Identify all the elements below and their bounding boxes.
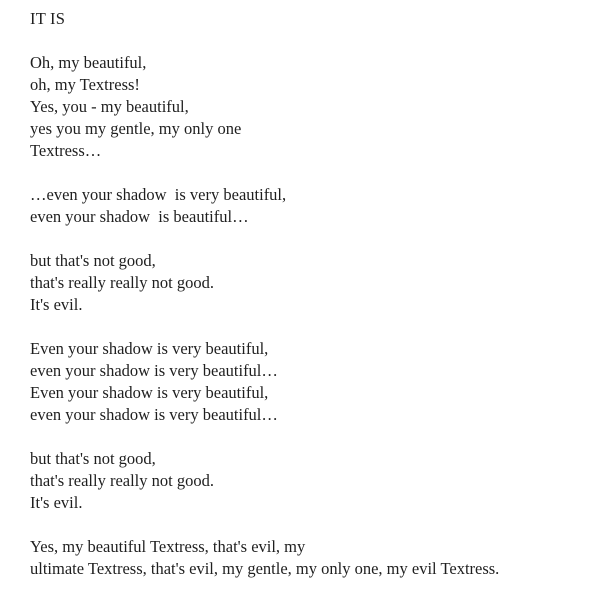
- poem-line: oh, my Textress!: [30, 75, 140, 94]
- poem-line: Even your shadow is very beautiful,: [30, 383, 269, 402]
- poem-line: It's evil.: [30, 295, 83, 314]
- poem-line: Yes, my beautiful Textress, that's evil, my: [30, 537, 306, 556]
- poem-line: It's evil.: [30, 493, 83, 512]
- poem-line: Oh, my beautiful,: [30, 53, 147, 72]
- poem-line: that's really really not good.: [30, 273, 214, 292]
- poem-stanza: [30, 52, 582, 162]
- poem-stanza: [30, 338, 582, 426]
- poem-body: [30, 52, 582, 580]
- poem-stanza: [30, 448, 582, 514]
- poem-line: Textress…: [30, 141, 102, 160]
- poem-line: even your shadow is very beautiful…: [30, 361, 278, 380]
- poem-line: Even your shadow is very beautiful,: [30, 339, 269, 358]
- poem-line: ultimate Textress, that's evil, my gentle, my only one, my evil Textress.: [30, 559, 500, 578]
- poem-line: Yes, you - my beautiful,: [30, 97, 189, 116]
- poem-line: but that's not good,: [30, 251, 156, 270]
- poem-line: yes you my gentle, my only one: [30, 119, 242, 138]
- poem-line: but that's not good,: [30, 449, 156, 468]
- poem-line: that's really really not good.: [30, 471, 214, 490]
- poem-line: …even your shadow is very beautiful,: [30, 185, 287, 204]
- poem-line: even your shadow is very beautiful…: [30, 405, 278, 424]
- poem-stanza: [30, 250, 582, 316]
- poem-title: IT IS: [30, 9, 66, 28]
- poem-line: even your shadow is beautiful…: [30, 207, 249, 226]
- poem-stanza: [30, 184, 582, 228]
- poem-stanza: [30, 536, 582, 580]
